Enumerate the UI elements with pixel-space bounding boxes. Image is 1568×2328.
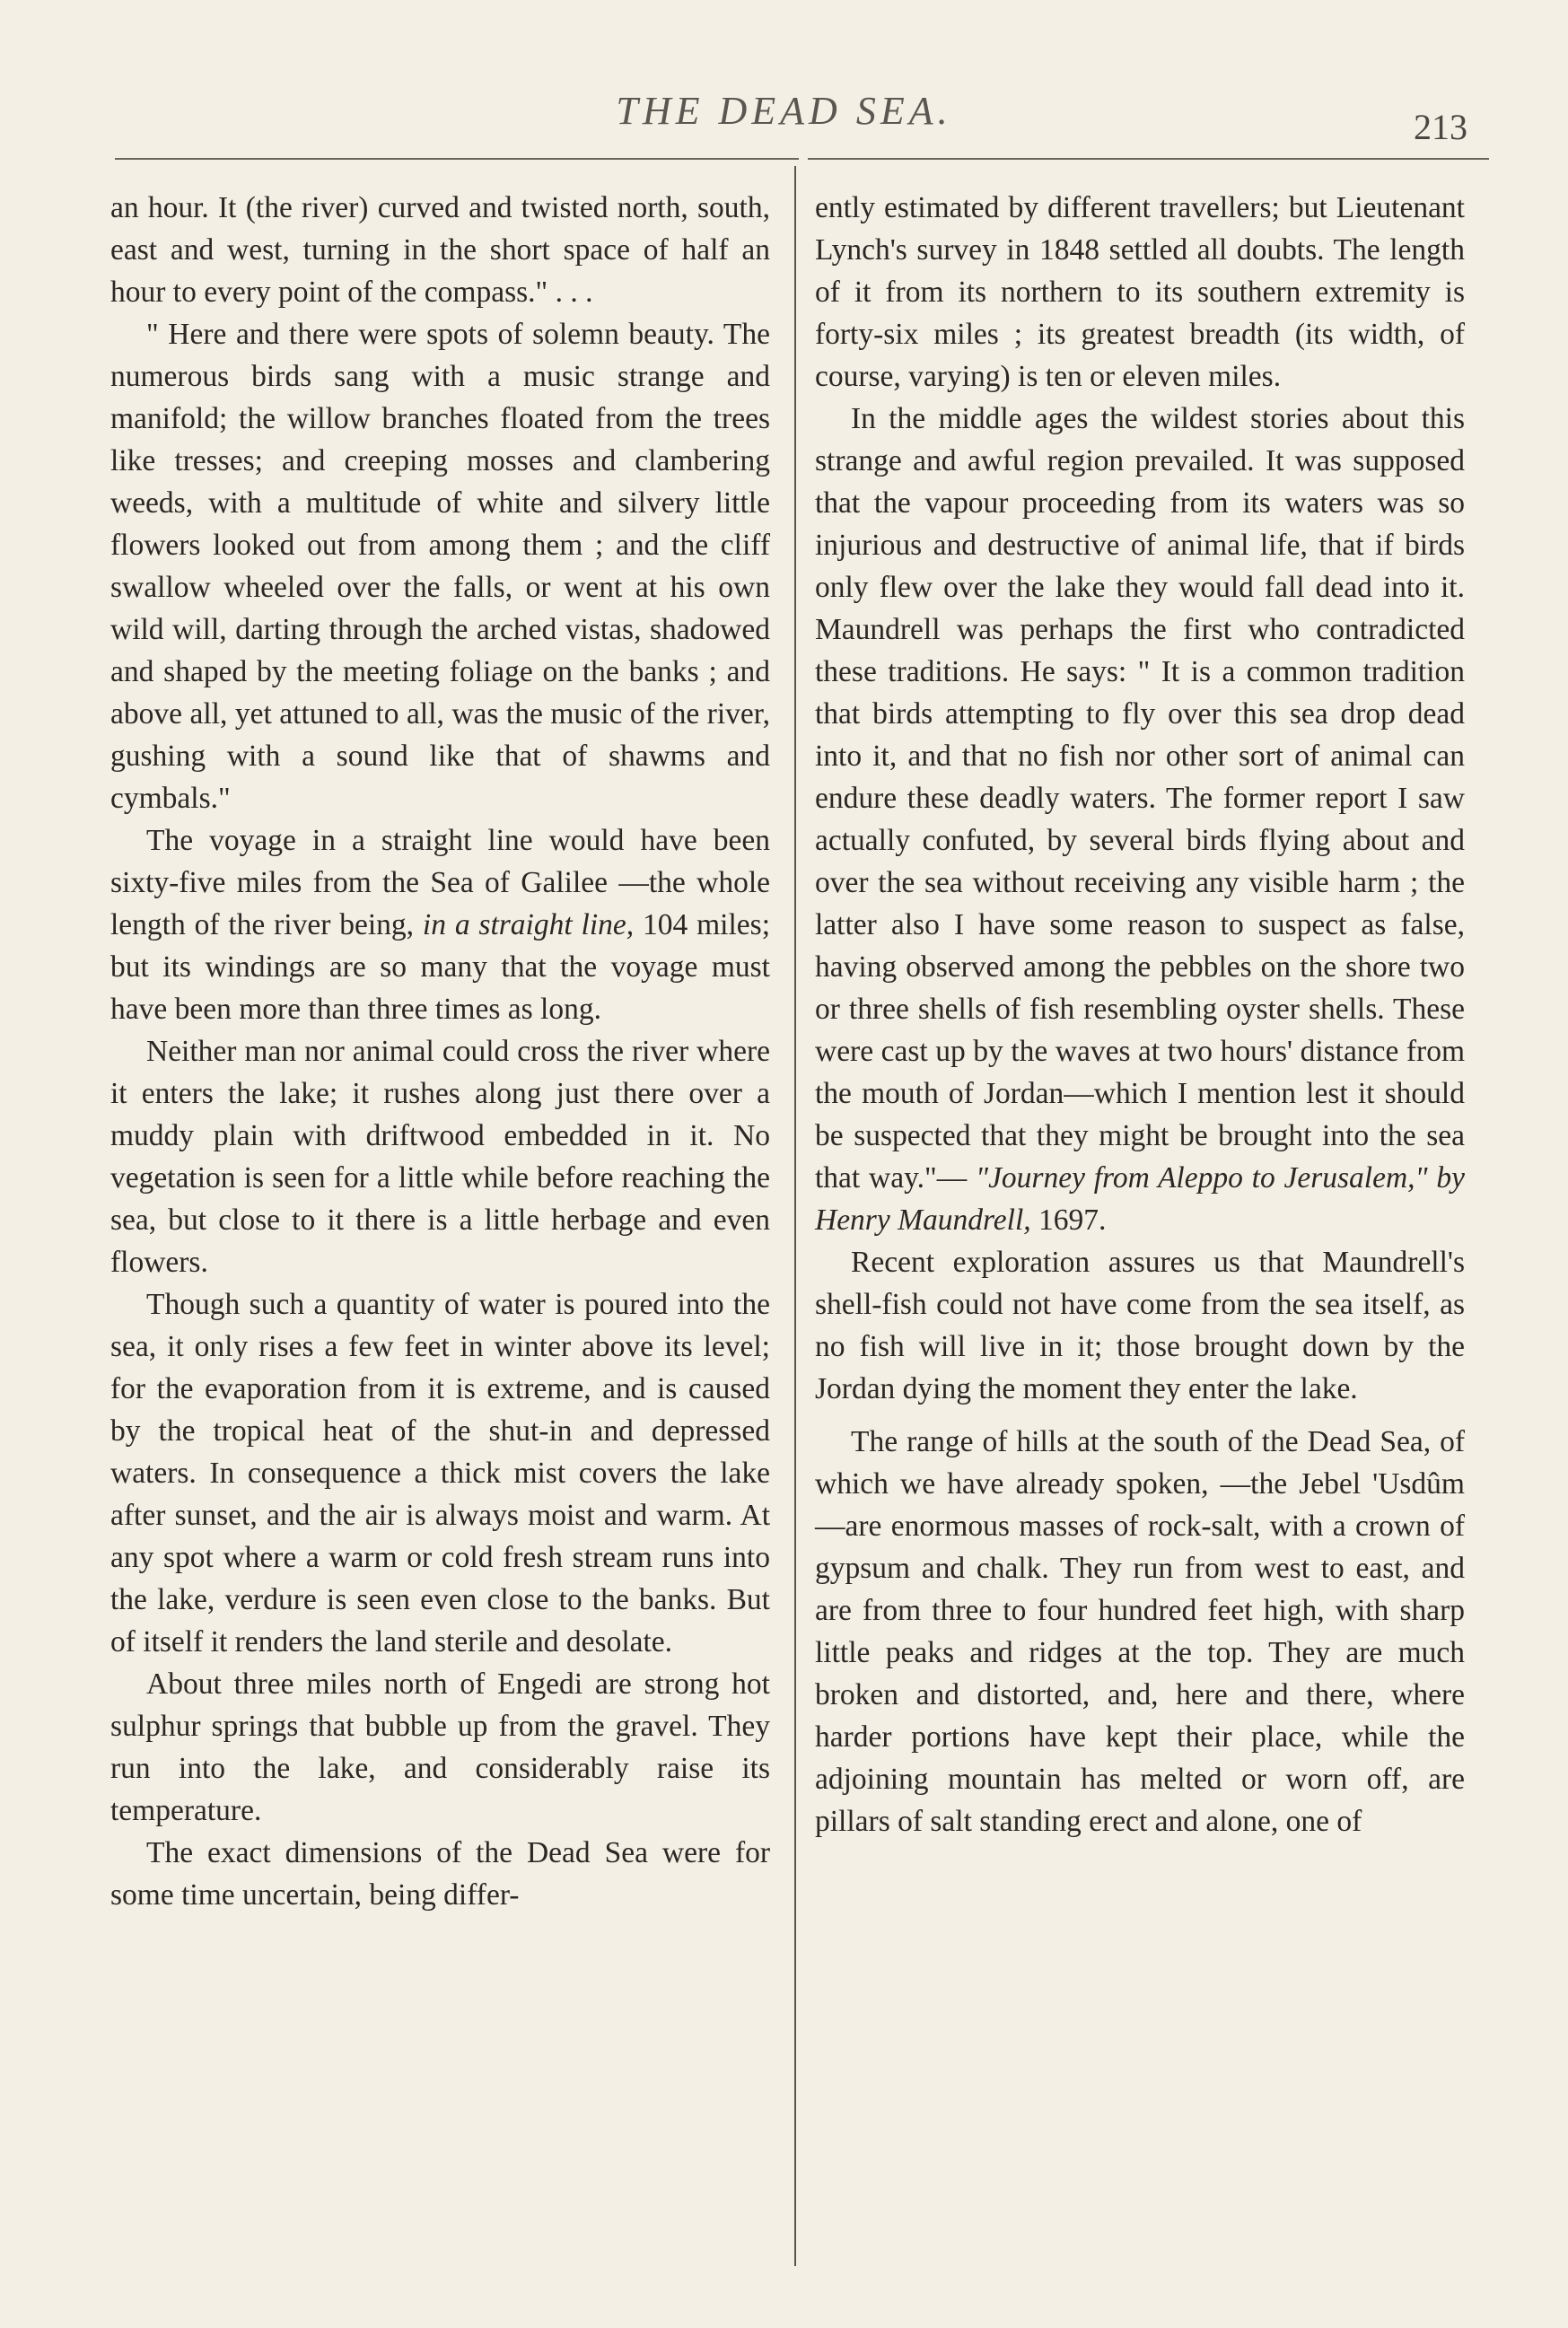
paragraph: " Here and there were spots of solemn beauty. The numerous birds sang with a music strange and manifold; the willow branches floated from the trees like tresses; and creeping mosses and clambering weeds, with a multitude of white and silvery little flowers looked out from among them ; and the cliff swallow wheeled over the falls, or went at his own wild will, darting through the arched vistas, shadowed and shaped by the meeting foliage on the banks ; and above all, yet attuned to all, was the music of the river, gushing with a sound like that of shawms and cymbals." [110,318,770,815]
paragraph: Recent exploration assures us that Maundrell's shell-fish could not have come from the sea itself, as no fish will live in it; those brought down by the Jordan dying the moment they enter the lake. [815,1246,1465,1405]
left-column [110,187,770,1916]
paragraph: About three miles north of Engedi are strong hot sulphur springs that bubble up from the gravel. They run into the lake, and considerably raise its temperature. [110,1667,770,1827]
italic-emphasis: in a straight line, [422,908,635,941]
paragraph [815,398,1465,1241]
paragraph: The exact dimensions of the Dead Sea were for some time uncertain, being differ- [110,1836,770,1912]
citation-year: 1697. [1030,1203,1107,1237]
paragraph: an hour. It (the river) curved and twisted north, south, east and west, turning in the short space of half an hour to every point of the compass." . . . [110,191,770,309]
paragraph [110,819,770,1030]
paragraph: Though such a quantity of water is poured into the sea, it only rises a few feet in winter above its level; for the evaporation from it is extreme, and is caused by the tropical heat of the shut-in and depressed waters. In consequence a thick mist covers the lake after sunset, and the air is always moist and warm. At any spot where a warm or cold fresh stream runs into the lake, verdure is seen even close to the banks. But of itself it renders the land sterile and desolate. [110,1288,770,1658]
header-rule-right [808,158,1489,160]
citation-title: "Journey from Aleppo to Jerusalem," by Henry Maundrell, [815,1161,1466,1237]
paragraph: The range of hills at the south of the Dead Sea, of which we have already spoken, —the Jebel 'Usdûm—are enormous masses of rock-salt, with a crown of gypsum and chalk. They run from west to east, and are from three to four hundred feet high, with sharp little peaks and ridges at the top. They are much broken and distorted, and, here and there, where harder portions have kept their place, while the adjoining mountain has melted or worn off, are pillars of salt standing erect and alone, one of [815,1425,1465,1838]
paragraph: Neither man nor animal could cross the river where it enters the lake; it rushes along just there over a muddy plain with driftwood embedded in it. No vegetation is seen for a little while before reaching the sea, but close to it there is a little herbage and even flowers. [110,1035,770,1279]
paragraph-text: The voyage in a straight line would have been sixty-five miles from the Sea of Galilee —the whole length of the river being, [110,824,770,941]
column-divider [794,166,796,2266]
page-number: 213 [1414,107,1467,147]
paragraph: ently estimated by different travellers; but Lieutenant Lynch's survey in 1848 settled all doubts. The length of it from its northern to its southern extremity is forty-six miles ; its greatest breadth (its width, of course, varying) is ten or eleven miles. [815,191,1465,393]
paragraph-text: 104 miles; but its windings are so many that the voyage must have been more than three times as long. [110,908,771,1026]
right-column [815,187,1465,1842]
header-rule-left [115,158,799,160]
paragraph-text: In the middle ages the wildest stories about this strange and awful region prevailed. It was supposed that the vapour proceeding from its waters was so injurious and destructive of animal life, that if birds only flew over the lake they would fall dead into it. Maundrell was perhaps the first who contradicted these traditions. He says: " It is a common tradition that birds attempting to fly over this sea drop dead into it, and that no fish nor other sort of animal can endure these deadly waters. The former report I saw actually confuted, by several birds flying about and over the sea without receiving any visible harm ; the latter also I have some reason to suspect as false, having observed among the pebbles on the shore two or three shells of fish resembling oyster shells. These were cast up by the waves at two hours' distance from the mouth of Jordan—which I mention lest it should be suspected that they might be brought into the sea that way."— [815,402,1465,1195]
running-header-title: THE DEAD SEA. [616,89,952,133]
